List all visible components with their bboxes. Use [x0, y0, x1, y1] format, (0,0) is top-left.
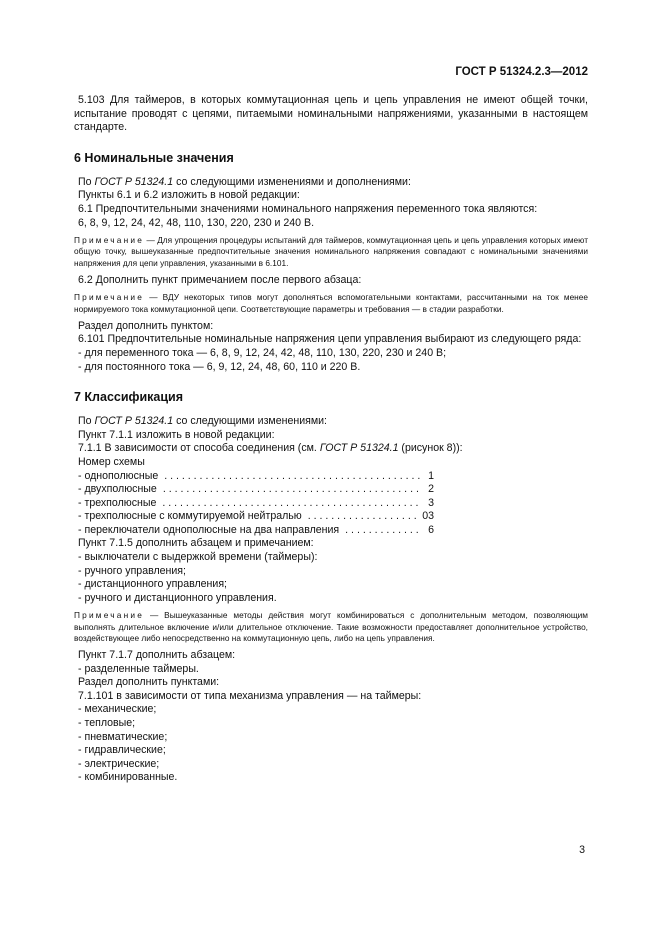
note-1: Примечание — Для упрощения процедуры испытаний для таймеров, коммутационная цепь и цепь управления которых имеют общую точку, вышеуказанные предпочтительные значения номинального напряжения совпадают с номинальными значениями напряжения для цепи управления, указанными в 6.101.	[74, 235, 588, 268]
note-3: Примечание — Вышеуказанные методы действия могут комбинироваться с дополнительным методом, позволяющим выполнять длительное включение и/или длительное отключение. Такие возможности предоставляет дополнительное устройство, воздействующее либо непосредственно на коммутационную цепь, либо на цепь управления.	[74, 610, 588, 643]
paragraph-6-101: 6.101 Предпочтительные номинальные напряжения цепи управления выбирают из следующего ряда:	[78, 333, 582, 346]
scheme-number: 2	[428, 483, 434, 496]
paragraph-7-1-7: Пункт 7.1.7 дополнить абзацем:	[78, 649, 236, 662]
note-label: Примечание	[74, 610, 145, 621]
dot-leader	[158, 497, 422, 511]
document-body	[74, 94, 588, 785]
paragraph-7-1-5: Пункт 7.1.5 дополнить абзацем и примечанием:	[78, 537, 314, 550]
section-6-intro: По ГОСТ Р 51324.1 со следующими изменениями и дополнениями:	[78, 175, 411, 188]
dot-leader	[160, 470, 422, 484]
scheme-number: 3	[428, 496, 434, 509]
dot-leader	[159, 483, 422, 497]
paragraph-5-103: 5.103 Для таймеров, в которых коммутационная цепь и цепь управления не имеют общей точки, испытание проводят с цепями, питаемыми номинальными напряжениями, указанными в настоящем стандарте.	[74, 94, 588, 134]
scheme-number-header: Номер схемы	[78, 455, 145, 468]
gost-reference: ГОСТ Р 51324.1	[94, 415, 174, 428]
paragraph-voltage-values: 6, 8, 9, 12, 24, 42, 48, 110, 130, 220, 230 и 240 В.	[78, 216, 315, 229]
dot-leader	[341, 524, 422, 538]
list-item: - тепловые;	[78, 717, 136, 730]
scheme-row	[74, 497, 434, 511]
list-item: - разделенные таймеры.	[78, 662, 199, 675]
page-number: 3	[579, 844, 585, 856]
list-item: - ручного и дистанционного управления.	[78, 591, 277, 604]
paragraph-add-item: Раздел дополнить пунктом:	[78, 319, 214, 332]
note-label: Примечание	[74, 235, 145, 246]
scheme-row	[74, 510, 434, 524]
scheme-label: - переключатели однополюсные на два направления	[78, 523, 340, 536]
paragraph-6-1: 6.1 Предпочтительными значениями номинального напряжения переменного тока являются:	[78, 202, 538, 215]
list-item: - выключатели с выдержкой времени (таймеры):	[78, 551, 318, 564]
list-item: - ручного управления;	[78, 564, 186, 577]
section-7-title: 7 Классификация	[74, 390, 184, 405]
gost-reference: ГОСТ Р 51324.1	[319, 442, 399, 455]
paragraph-7-1-1: 7.1.1 В зависимости от способа соединения (см. ГОСТ Р 51324.1 (рисунок 8)):	[78, 442, 463, 455]
scheme-row	[74, 524, 434, 538]
scheme-row	[74, 470, 434, 484]
list-item: - электрические;	[78, 757, 160, 770]
scheme-label: - однополюсные	[78, 469, 159, 482]
paragraph-7-1-101: 7.1.101 в зависимости от типа механизма управления — на таймеры:	[78, 689, 422, 702]
scheme-number: 1	[428, 469, 434, 482]
list-item: - дистанционного управления;	[78, 578, 228, 591]
list-item-ac: - для переменного тока — 6, 8, 9, 12, 24, 42, 48, 110, 130, 220, 230 и 240 В;	[78, 346, 447, 359]
list-item: - пневматические;	[78, 730, 168, 743]
dot-leader	[304, 510, 416, 524]
section-7-intro: По ГОСТ Р 51324.1 со следующими изменениями:	[78, 415, 327, 428]
section-6-title: 6 Номинальные значения	[74, 150, 234, 165]
scheme-number: 6	[428, 523, 434, 536]
paragraph-add-items: Раздел дополнить пунктами:	[78, 676, 220, 689]
scheme-label: - трехполюсные	[78, 496, 157, 509]
paragraph-7-1-1-head: Пункт 7.1.1 изложить в новой редакции:	[78, 428, 275, 441]
list-item: - механические;	[78, 703, 157, 716]
scheme-number: 03	[422, 510, 434, 523]
scheme-row	[74, 483, 434, 497]
scheme-label: - трехполюсные с коммутируемой нейтралью	[78, 510, 302, 523]
gost-reference: ГОСТ Р 51324.1	[94, 175, 174, 188]
standard-code-header: ГОСТ Р 51324.2.3—2012	[455, 66, 588, 78]
paragraph-6-2: 6.2 Дополнить пункт примечанием после первого абзаца:	[78, 273, 362, 286]
note-2: Примечание — ВДУ некоторых типов могут дополняться вспомогательными контактами, рассчитанными на ток менее нормируемого тока коммутационной цепи. Соответствующие параметры и требования — в стадии разработки.	[74, 292, 588, 314]
paragraph-items-6-1-6-2: Пункты 6.1 и 6.2 изложить в новой редакции:	[78, 189, 300, 202]
list-item: - комбинированные.	[78, 771, 178, 784]
scheme-label: - двухполюсные	[78, 483, 157, 496]
list-item: - гидравлические;	[78, 744, 166, 757]
note-label: Примечание	[74, 292, 145, 303]
list-item-dc: - для постоянного тока — 6, 9, 12, 24, 48, 60, 110 и 220 В.	[78, 360, 361, 373]
